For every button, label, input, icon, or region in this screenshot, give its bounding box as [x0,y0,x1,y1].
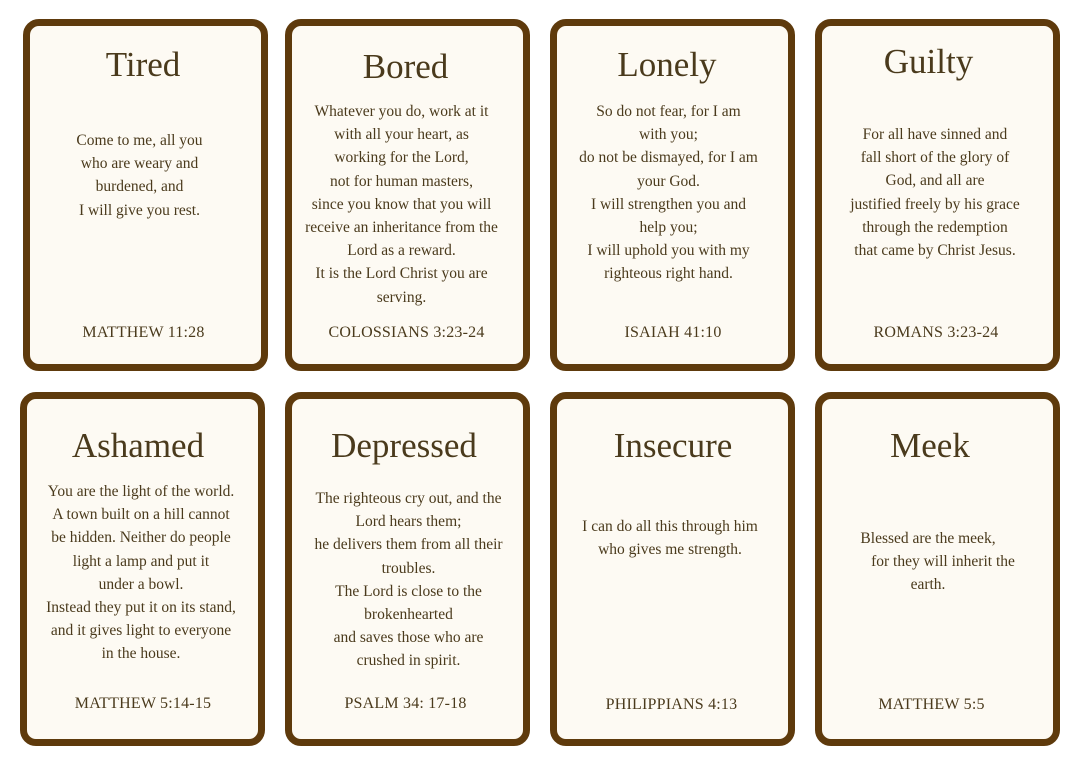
card-verse: So do not fear, for I am with you; do not be dismayed, for I am your God. I will strengthen you and help you; I will uphold you with my righteous right hand. [579,103,758,283]
card-title: Ashamed [71,426,205,465]
card-reference: PHILIPPIANS 4:13 [605,696,738,713]
card-meek [815,392,1060,746]
card-ashamed [20,392,265,746]
card-reference: ROMANS 3:23-24 [873,324,999,341]
card-lonely [550,19,795,371]
card-verse: Come to me, all you who are weary and burdened, and I will give you rest. [76,132,203,219]
card-tired [23,19,268,371]
card-depressed [285,392,530,746]
card-reference: MATTHEW 5:14-15 [74,695,212,712]
card-verse: The righteous cry out, and the Lord hears them; he delivers them from all their troubles. The Lord is close to the brokenhearted and saves those who are crushed in spirit. [314,490,503,670]
card-verse: I can do all this through him who gives me strength. [582,518,758,559]
card-reference: COLOSSIANS 3:23-24 [328,324,485,341]
card-reference: PSALM 34: 17-18 [344,695,467,712]
card-reference: MATTHEW 5:5 [878,696,985,713]
card-verse: You are the light of the world. A town built on a hill cannot be hidden. Neither do people light a lamp and put it under a bowl. Instead they put it on its stand, and it gives light to everyone in the house. [46,483,236,663]
card-insecure [550,392,795,746]
card-title: Lonely [617,45,717,84]
card-bored [285,19,530,371]
card-title: Depressed [331,426,477,465]
card-verse: Blessed are the meek, for they will inherit the earth. [860,530,1015,594]
card-title: Insecure [613,426,733,465]
card-reference: MATTHEW 11:28 [82,324,205,341]
card-title: Tired [105,45,181,84]
card-guilty [815,19,1060,371]
card-verse: Whatever you do, work at it with all your heart, as working for the Lord, not for human masters, since you know that you will receive an inheritance from the Lord as a reward. It is the Lord Christ you are serving. [305,103,498,306]
card-title: Meek [890,426,970,465]
card-reference: ISAIAH 41:10 [624,324,722,341]
card-title: Guilty [883,42,974,81]
card-verse: For all have sinned and fall short of the glory of God, and all are justified freely by his grace through the redemption that came by Christ Jesus. [850,126,1020,260]
card-title: Bored [362,47,449,86]
